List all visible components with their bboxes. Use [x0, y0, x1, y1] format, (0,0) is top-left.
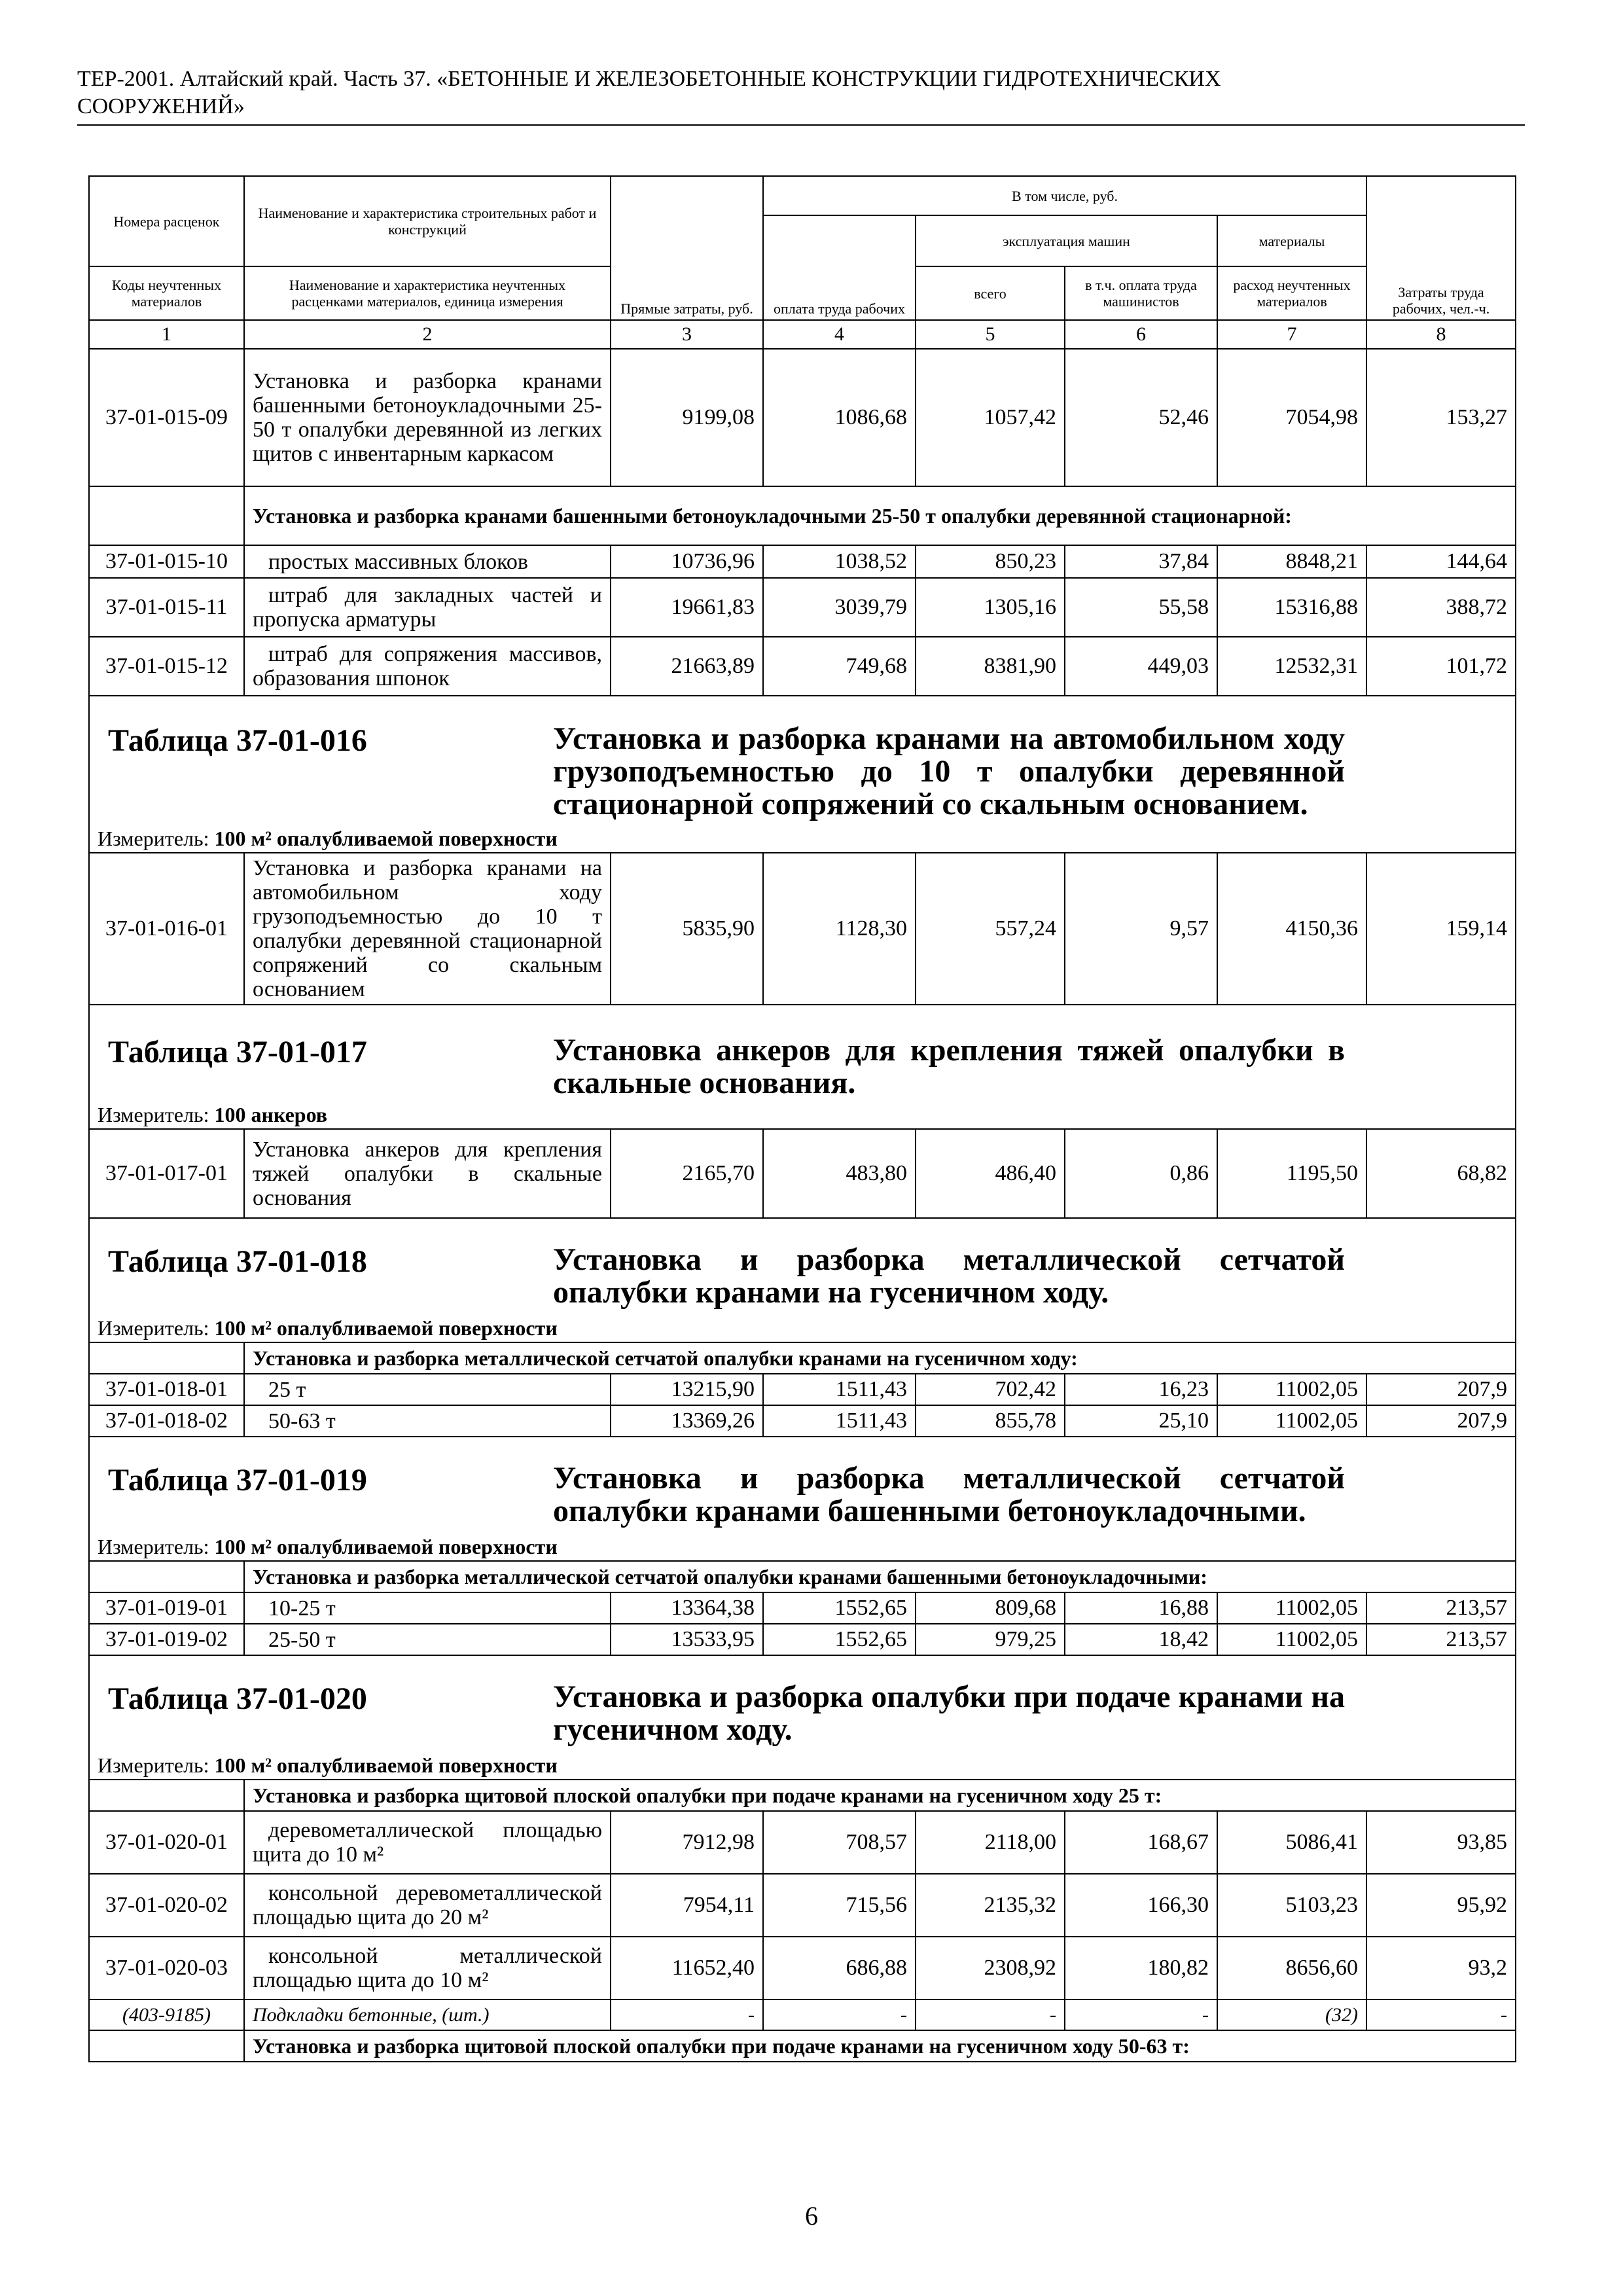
- value-cell: 13533,95: [611, 1624, 763, 1655]
- value-cell: 93,2: [1366, 1937, 1516, 2000]
- value-cell: 168,67: [1065, 1811, 1217, 1874]
- value-cell: -: [763, 2000, 916, 2030]
- value-cell: 715,56: [763, 1874, 916, 1937]
- value-cell: 5086,41: [1217, 1811, 1366, 1874]
- measure-row: [89, 1316, 1516, 1342]
- value-cell: 388,72: [1366, 578, 1516, 637]
- value-cell: 213,57: [1366, 1592, 1516, 1624]
- value-cell: 10736,96: [611, 545, 763, 578]
- group-row: [89, 1561, 1516, 1592]
- value-cell: 3039,79: [763, 578, 916, 637]
- table-description: Установка и разборка опалубки при подаче кранами на гусеничном ходу.: [553, 1679, 1345, 1747]
- rate-code: 37-01-015-11: [89, 578, 244, 637]
- value-cell: 2118,00: [916, 1811, 1065, 1874]
- value-cell: 37,84: [1065, 545, 1217, 578]
- value-cell: 702,42: [916, 1374, 1065, 1405]
- value-cell: 1086,68: [763, 349, 916, 486]
- measure-label: Измеритель:: [98, 1753, 209, 1777]
- table-title-row: [89, 1218, 1516, 1316]
- rate-name: штраб для сопряжения массивов, образования шпонок: [244, 637, 611, 696]
- rate-code: 37-01-018-01: [89, 1374, 244, 1405]
- group-heading: Установка и разборка щитовой плоской опалубки при подаче кранами на гусеничном ходу 25 т:: [244, 1780, 1516, 1811]
- measure-unit: 100 м² опалубливаемой поверхности: [214, 1753, 558, 1777]
- value-cell: 979,25: [916, 1624, 1065, 1655]
- value-cell: -: [1065, 2000, 1217, 2030]
- rates-table: [88, 175, 1516, 2062]
- value-cell: 1552,65: [763, 1624, 916, 1655]
- rate-code: 37-01-017-01: [89, 1129, 244, 1218]
- group-heading: Установка и разборка металлической сетчатой опалубки кранами на гусеничном ходу:: [244, 1342, 1516, 1374]
- measure-unit: 100 м² опалубливаемой поверхности: [214, 827, 558, 850]
- value-cell: 95,92: [1366, 1874, 1516, 1937]
- rate-code: 37-01-020-01: [89, 1811, 244, 1874]
- table-description: Установка анкеров для крепления тяжей опалубки в скальные основания.: [553, 1033, 1345, 1100]
- table-title: Таблица 37-01-017: [108, 1035, 367, 1069]
- value-cell: 11652,40: [611, 1937, 763, 2000]
- rate-code: 37-01-019-02: [89, 1624, 244, 1655]
- rate-name: 10-25 т: [244, 1592, 611, 1624]
- value-cell: 207,9: [1366, 1405, 1516, 1437]
- value-cell: 166,30: [1065, 1874, 1217, 1937]
- value-cell: 11002,05: [1217, 1624, 1366, 1655]
- value-cell: 19661,83: [611, 578, 763, 637]
- value-cell: 55,58: [1065, 578, 1217, 637]
- value-cell: 2135,32: [916, 1874, 1065, 1937]
- rate-code: 37-01-016-01: [89, 853, 244, 1005]
- table-row: [89, 1874, 1516, 1937]
- value-cell: 15316,88: [1217, 578, 1366, 637]
- head-unaccounted: расход неучтенных материалов: [1217, 266, 1366, 320]
- head-codes: Номера расценок: [89, 176, 244, 266]
- rate-name: консольной металлической площадью щита до 10 м²: [244, 1937, 611, 2000]
- group-row: [89, 486, 1516, 545]
- measure-row: [89, 1753, 1516, 1780]
- rate-code: 37-01-015-12: [89, 637, 244, 696]
- value-cell: 11002,05: [1217, 1592, 1366, 1624]
- col-index: 8: [1366, 320, 1516, 349]
- value-cell: 1552,65: [763, 1592, 916, 1624]
- table-row: [89, 545, 1516, 578]
- table-row: [89, 637, 1516, 696]
- col-index: 7: [1217, 320, 1366, 349]
- measure-row: [89, 1535, 1516, 1561]
- value-cell: 21663,89: [611, 637, 763, 696]
- value-cell: 1038,52: [763, 545, 916, 578]
- measure-unit: 100 м² опалубливаемой поверхности: [214, 1535, 558, 1558]
- group-row: [89, 2030, 1516, 2062]
- header-rule: [77, 124, 1525, 126]
- measure-label: Измеритель:: [98, 1316, 209, 1340]
- value-cell: 2165,70: [611, 1129, 763, 1218]
- value-cell: 1511,43: [763, 1405, 916, 1437]
- value-cell: 5835,90: [611, 853, 763, 1005]
- measure-label: Измеритель:: [98, 827, 209, 850]
- value-cell: 1511,43: [763, 1374, 916, 1405]
- rate-name: Установка и разборка кранами на автомобильном ходу грузоподъемностью до 10 т опалубки деревянной стационарной сопряжений со скальным основанием: [244, 853, 611, 1005]
- value-cell: 855,78: [916, 1405, 1065, 1437]
- value-cell: 449,03: [1065, 637, 1217, 696]
- measure-row: [89, 827, 1516, 853]
- col-index: 1: [89, 320, 244, 349]
- rate-name: штраб для закладных частей и пропуска арматуры: [244, 578, 611, 637]
- value-cell: 8381,90: [916, 637, 1065, 696]
- value-cell: 1195,50: [1217, 1129, 1366, 1218]
- table-title-row: [89, 1005, 1516, 1103]
- value-cell: 52,46: [1065, 349, 1217, 486]
- value-cell: 1305,16: [916, 578, 1065, 637]
- value-cell: 207,9: [1366, 1374, 1516, 1405]
- head-direct: Прямые затраты, руб.: [611, 176, 763, 320]
- value-cell: 809,68: [916, 1592, 1065, 1624]
- rate-code: 37-01-020-02: [89, 1874, 244, 1937]
- value-cell: 2308,92: [916, 1937, 1065, 2000]
- value-cell: 25,10: [1065, 1405, 1217, 1437]
- col-index: 4: [763, 320, 916, 349]
- table-row: [89, 853, 1516, 1005]
- value-cell: 708,57: [763, 1811, 916, 1874]
- rate-name: консольной деревометаллической площадью щита до 20 м²: [244, 1874, 611, 1937]
- head-codes-2: Коды неучтенных материалов: [89, 266, 244, 320]
- value-cell: 7054,98: [1217, 349, 1366, 486]
- table-description: Установка и разборка кранами на автомобильном ходу грузоподъемностью до 10 т опалубки деревянной стационарной сопряжений со скальным основанием.: [553, 721, 1345, 821]
- table-row: [89, 1937, 1516, 2000]
- value-cell: 8656,60: [1217, 1937, 1366, 2000]
- table-row: [89, 1405, 1516, 1437]
- value-cell: 159,14: [1366, 853, 1516, 1005]
- rate-code: 37-01-018-02: [89, 1405, 244, 1437]
- value-cell: -: [1366, 2000, 1516, 2030]
- value-cell: 68,82: [1366, 1129, 1516, 1218]
- value-cell: 11002,05: [1217, 1374, 1366, 1405]
- col-index: 3: [611, 320, 763, 349]
- rate-name: 50-63 т: [244, 1405, 611, 1437]
- value-cell: 12532,31: [1217, 637, 1366, 696]
- value-cell: 16,88: [1065, 1592, 1217, 1624]
- value-cell: 18,42: [1065, 1624, 1217, 1655]
- value-cell: 686,88: [763, 1937, 916, 2000]
- value-cell: 101,72: [1366, 637, 1516, 696]
- group-row: [89, 1342, 1516, 1374]
- table-row: [89, 1592, 1516, 1624]
- value-cell: 16,23: [1065, 1374, 1217, 1405]
- head-name: Наименование и характеристика строительных работ и конструкций: [244, 176, 611, 266]
- value-cell: 0,86: [1065, 1129, 1217, 1218]
- head-incl: В том числе, руб.: [763, 176, 1366, 215]
- material-code: (403-9185): [89, 2000, 244, 2030]
- measure-row: [89, 1103, 1516, 1129]
- table-description: Установка и разборка металлической сетчатой опалубки кранами на гусеничном ходу.: [553, 1242, 1345, 1310]
- rate-code: 37-01-015-09: [89, 349, 244, 486]
- group-heading: Установка и разборка щитовой плоской опалубки при подаче кранами на гусеничном ходу 50-63 т:: [244, 2030, 1516, 2062]
- head-materials: материалы: [1217, 215, 1366, 266]
- table-row: [89, 1129, 1516, 1218]
- value-cell: 180,82: [1065, 1937, 1217, 2000]
- rate-code: 37-01-015-10: [89, 545, 244, 578]
- value-cell: 486,40: [916, 1129, 1065, 1218]
- value-cell: 11002,05: [1217, 1405, 1366, 1437]
- table-description: Установка и разборка металлической сетчатой опалубки кранами башенными бетоноукладочными.: [553, 1461, 1345, 1528]
- material-name: Подкладки бетонные, (шт.): [244, 2000, 611, 2030]
- col-index: 6: [1065, 320, 1217, 349]
- value-cell: 7954,11: [611, 1874, 763, 1937]
- value-cell: 557,24: [916, 853, 1065, 1005]
- value-cell: 9,57: [1065, 853, 1217, 1005]
- rate-name: Установка и разборка кранами башенными бетоноукладочными 25-50 т опалубки деревянной из легких щитов с инвентарным каркасом: [244, 349, 611, 486]
- measure-unit: 100 анкеров: [214, 1103, 328, 1126]
- table-row: [89, 1811, 1516, 1874]
- group-heading: Установка и разборка кранами башенными бетоноукладочными 25-50 т опалубки деревянной стационарной:: [244, 486, 1516, 545]
- rate-name: 25-50 т: [244, 1624, 611, 1655]
- value-cell: 1057,42: [916, 349, 1065, 486]
- rate-name: простых массивных блоков: [244, 545, 611, 578]
- value-cell: -: [611, 2000, 763, 2030]
- value-cell: 93,85: [1366, 1811, 1516, 1874]
- value-cell: 850,23: [916, 545, 1065, 578]
- header-line-2: СООРУЖЕНИЙ»: [77, 94, 245, 118]
- value-cell: 749,68: [763, 637, 916, 696]
- table-row: [89, 1374, 1516, 1405]
- head-machines: эксплуатация машин: [916, 215, 1217, 266]
- rate-name: 25 т: [244, 1374, 611, 1405]
- value-cell: 9199,08: [611, 349, 763, 486]
- page-header: [77, 65, 1517, 120]
- value-cell: 213,57: [1366, 1624, 1516, 1655]
- table-title: Таблица 37-01-019: [108, 1463, 367, 1498]
- head-total: всего: [916, 266, 1065, 320]
- group-row: [89, 1780, 1516, 1811]
- table-row: [89, 578, 1516, 637]
- value-cell: 153,27: [1366, 349, 1516, 486]
- rate-code: 37-01-019-01: [89, 1592, 244, 1624]
- rate-name: деревометаллической площадью щита до 10 м²: [244, 1811, 611, 1874]
- value-cell: 144,64: [1366, 545, 1516, 578]
- page-number: 6: [805, 2201, 818, 2231]
- value-cell: 1128,30: [763, 853, 916, 1005]
- header-line-1: ТЕР-2001. Алтайский край. Часть 37. «БЕТОННЫЕ И ЖЕЛЕЗОБЕТОННЫЕ КОНСТРУКЦИИ ГИДРОТЕХНИЧЕСКИХ: [77, 67, 1221, 91]
- head-labor-cost: Затраты труда рабочих, чел.-ч.: [1366, 176, 1516, 320]
- measure-unit: 100 м² опалубливаемой поверхности: [214, 1316, 558, 1340]
- table-title-row: [89, 1655, 1516, 1753]
- material-row: [89, 2000, 1516, 2030]
- value-cell: 7912,98: [611, 1811, 763, 1874]
- column-index-row: [89, 320, 1516, 349]
- table-title-row: [89, 1437, 1516, 1535]
- value-cell: 13369,26: [611, 1405, 763, 1437]
- table-title: Таблица 37-01-016: [108, 723, 367, 758]
- table-row: [89, 1624, 1516, 1655]
- table-title: Таблица 37-01-018: [108, 1244, 367, 1279]
- group-heading: Установка и разборка металлической сетчатой опалубки кранами башенными бетоноукладочными:: [244, 1561, 1516, 1592]
- value-cell: -: [916, 2000, 1065, 2030]
- table-row: [89, 349, 1516, 486]
- col-index: 2: [244, 320, 611, 349]
- col-index: 5: [916, 320, 1065, 349]
- value-cell: 8848,21: [1217, 545, 1366, 578]
- table-title-row: [89, 696, 1516, 827]
- value-cell: 13364,38: [611, 1592, 763, 1624]
- head-name-2: Наименование и характеристика неучтенных расценками материалов, единица измерения: [244, 266, 611, 320]
- value-cell: (32): [1217, 2000, 1366, 2030]
- value-cell: 13215,90: [611, 1374, 763, 1405]
- head-operators: в т.ч. оплата труда машинистов: [1065, 266, 1217, 320]
- rate-name: Установка анкеров для крепления тяжей опалубки в скальные основания: [244, 1129, 611, 1218]
- value-cell: 5103,23: [1217, 1874, 1366, 1937]
- measure-label: Измеритель:: [98, 1103, 209, 1126]
- value-cell: 4150,36: [1217, 853, 1366, 1005]
- head-labor: оплата труда рабочих: [763, 215, 916, 320]
- value-cell: 483,80: [763, 1129, 916, 1218]
- rate-code: 37-01-020-03: [89, 1937, 244, 2000]
- table-title: Таблица 37-01-020: [108, 1681, 367, 1716]
- measure-label: Измеритель:: [98, 1535, 209, 1558]
